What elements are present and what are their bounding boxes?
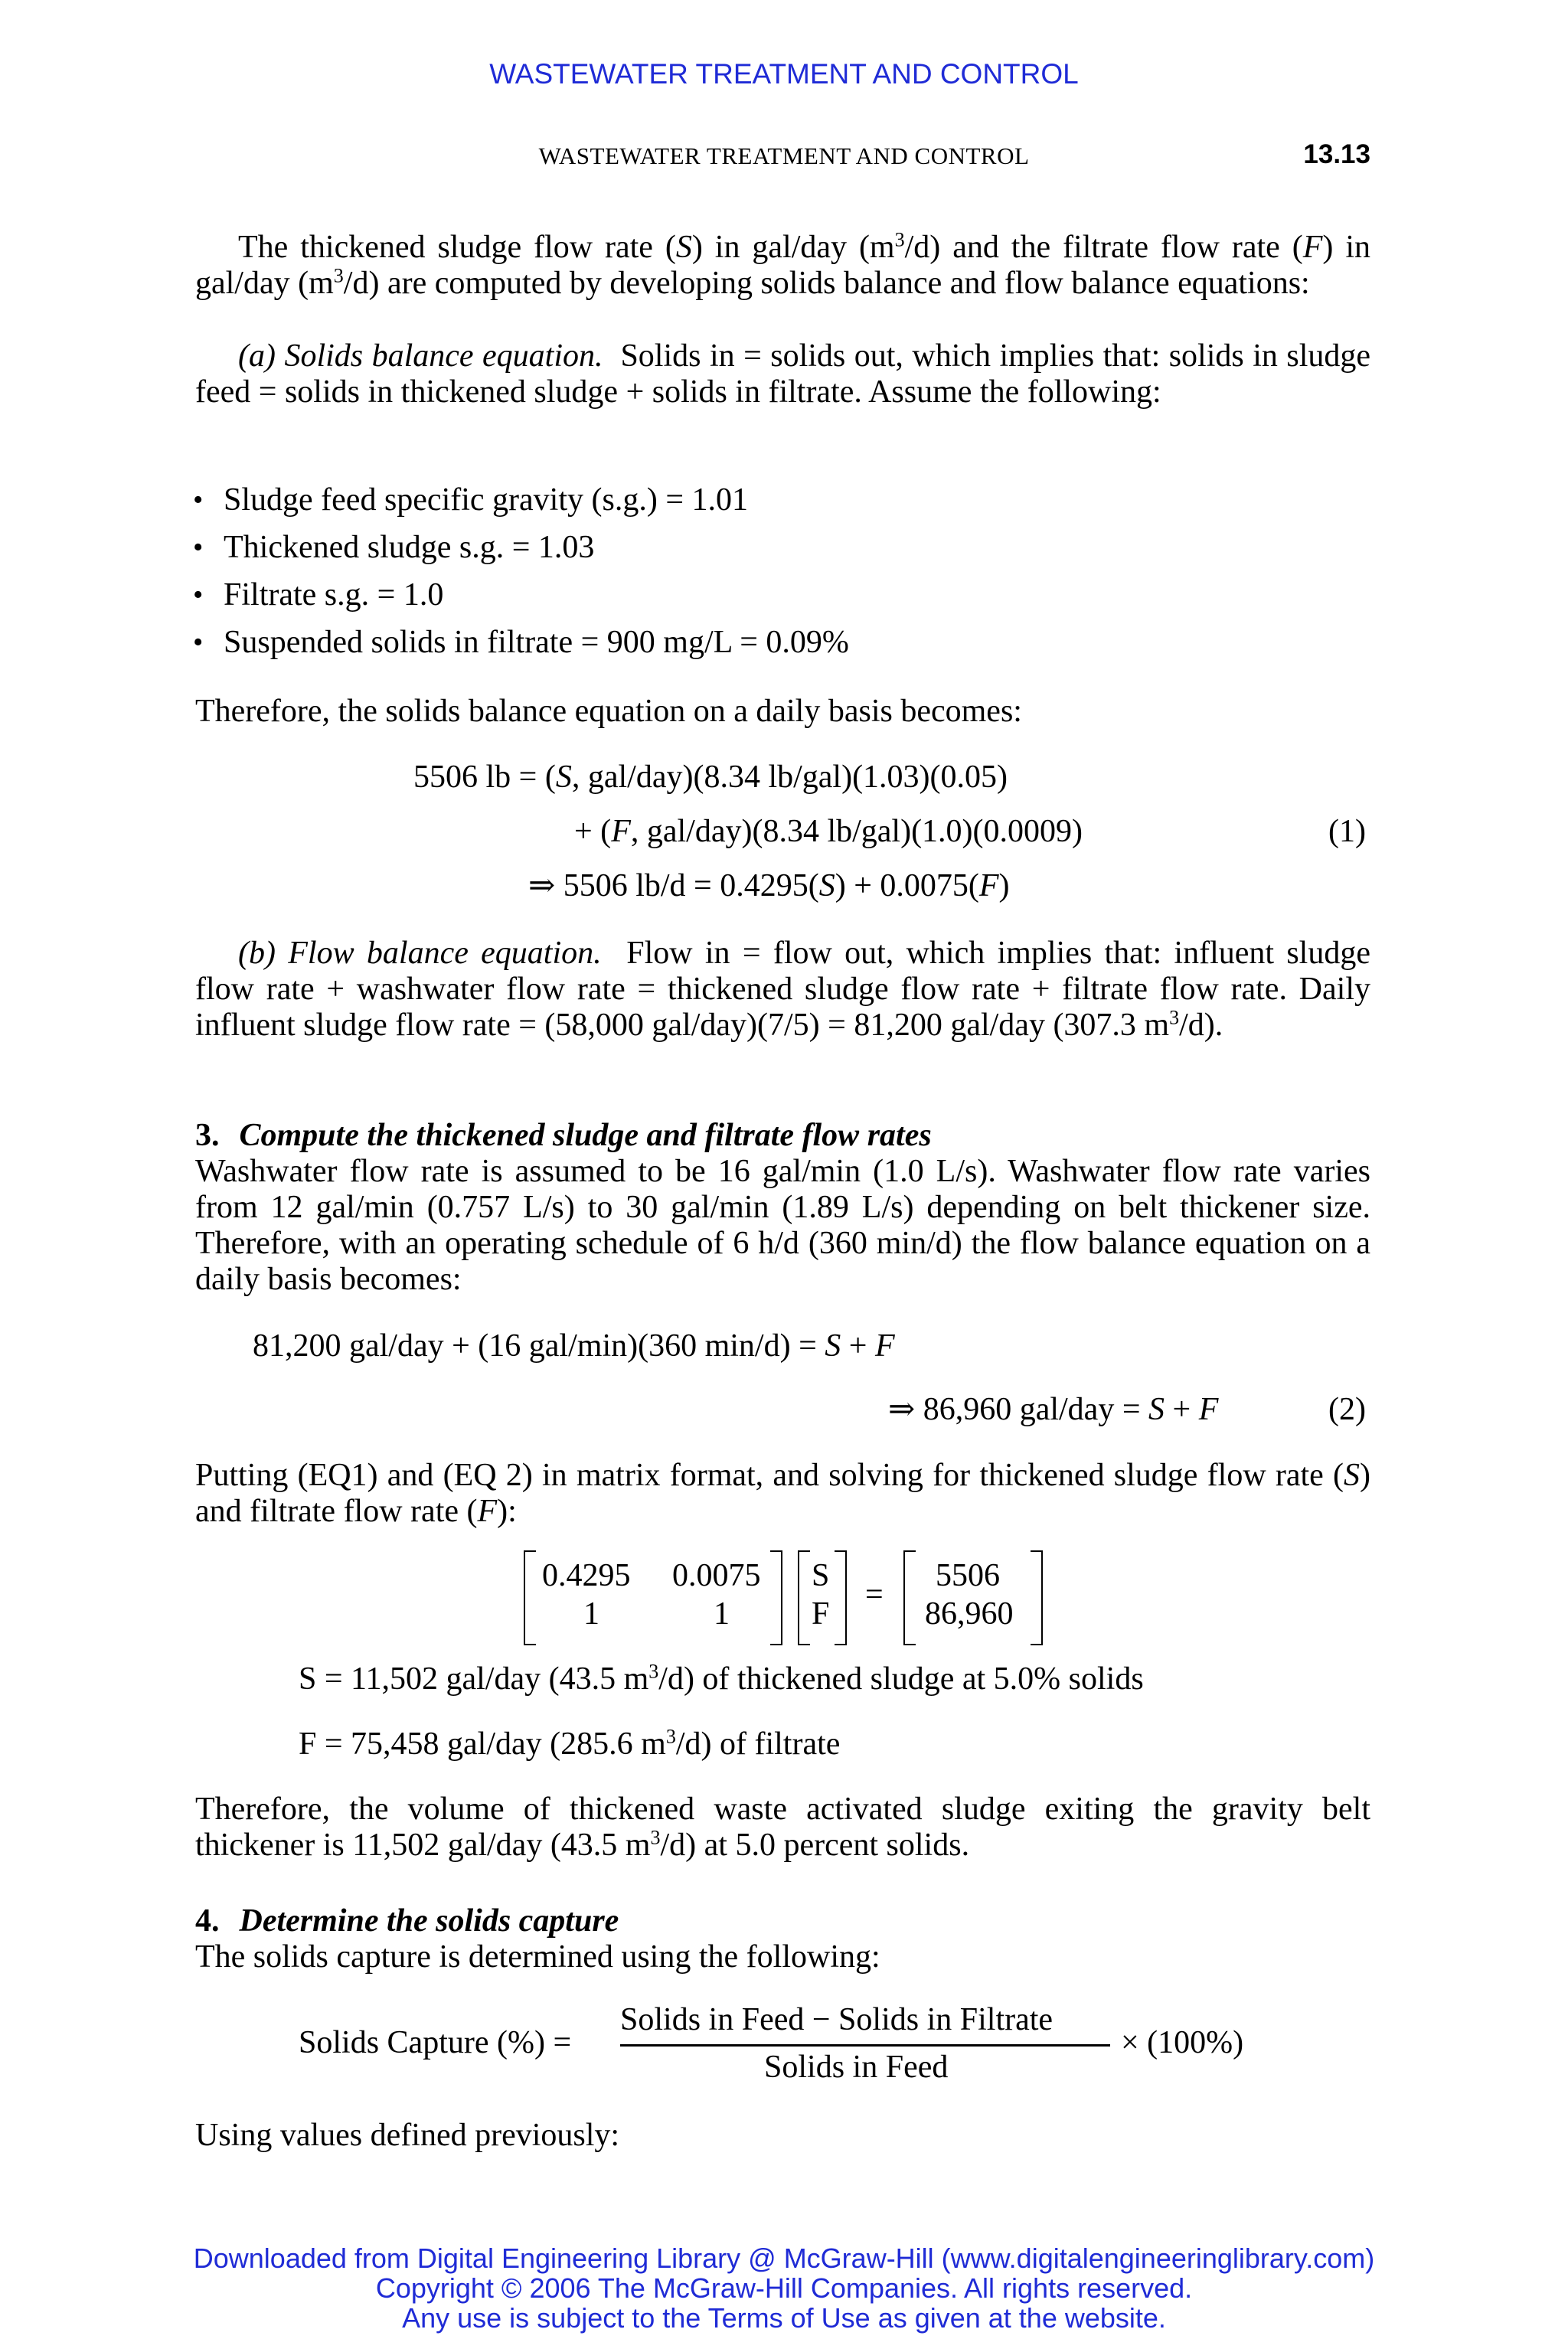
solids-balance-paragraph: (a) Solids balance equation. Solids in = solids out, which implies that: solids in sludge feed = solids in thickened sludge + solids in filtrate. Assume the following: (195, 338, 1371, 410)
equation-1-line-2: + (F, gal/day)(8.34 lb/gal)(1.0)(0.0009) (574, 814, 1083, 849)
matrix-a-left-bracket (524, 1550, 536, 1645)
matrix-cell: F (812, 1596, 830, 1632)
list-item: • Sludge feed specific gravity (s.g.) = 1.01 (193, 482, 749, 518)
list-item: • Thickened sludge s.g. = 1.03 (193, 530, 595, 565)
equation-2-line-1: 81,200 gal/day + (16 gal/min)(360 min/d) = S + F (253, 1328, 895, 1364)
matrix-equals: = (865, 1577, 884, 1612)
solids-balance-label: (a) Solids balance equation. (238, 338, 603, 374)
matrix-cell: 1 (583, 1596, 599, 1632)
flow-balance-paragraph: (b) Flow balance equation. Flow in = flow out, which implies that: influent sludge flow rate + washwater flow rate = thickened sludge flow rate + filtrate flow rate. Daily influent sludge flow rate = (58,000 gal/day)(7/5) = 81,200 gal/day (307.3 $m^3/d$). (195, 936, 1370, 1043)
section-4-heading: 4. Determine the solids capture (195, 1903, 619, 1939)
matrix-cell: 5506 (936, 1558, 1000, 1593)
formula-rhs: × (100%) (1121, 2025, 1244, 2060)
matrix-cell: 1 (714, 1596, 730, 1632)
conclusion-paragraph: Therefore, the volume of thickened waste activated sludge exiting the gravity belt thickener is 11,502 gal/day (43.5 $m^3/d$) at 5.0 percent solids. (195, 1792, 1370, 1863)
equation-1-label: (1) (1328, 814, 1366, 849)
matrix-x-left-bracket (798, 1550, 810, 1645)
footer-terms-line[interactable]: Any use is subject to the Terms of Use as given at the website. (402, 2302, 1166, 2334)
formula-denominator: Solids in Feed (764, 2050, 949, 2085)
result-filtrate: F = 75,458 gal/day (285.6 $m^3/d$) of filtrate (299, 1725, 841, 1762)
formula-numerator: Solids in Feed − Solids in Filtrate (620, 2002, 1054, 2037)
matrix-cell: 0.0075 (672, 1558, 761, 1593)
matrix-b-right-bracket (1031, 1550, 1043, 1645)
copyright-footer[interactable] (0, 2243, 1568, 2333)
running-head-title: WASTEWATER TREATMENT AND CONTROL (538, 142, 1030, 169)
matrix-cell: S (812, 1558, 830, 1593)
matrix-intro-paragraph: Putting (EQ1) and (EQ 2) in matrix format, and solving for thickened sludge flow rate (S) and filtrate flow rate (F): (195, 1458, 1370, 1529)
section-3-heading: 3. Compute the thickened sludge and filtrate flow rates (195, 1118, 932, 1153)
values-intro: Using values defined previously: (195, 2118, 620, 2153)
equation-1-line-3: ⇒ 5506 lb/d = 0.4295(S) + 0.0075(F) (528, 868, 1010, 903)
top-banner-link[interactable]: WASTEWATER TREATMENT AND CONTROL (489, 58, 1079, 90)
solids-balance-intro: Therefore, the solids balance equation on a daily basis becomes: (195, 694, 1022, 729)
matrix-a-right-bracket (770, 1550, 782, 1645)
result-thickened-sludge: S = 11,502 gal/day (43.5 $m^3/d$) of thickened sludge at 5.0% solids (299, 1660, 1144, 1697)
formula-lhs: Solids Capture (%) = (299, 2025, 572, 2060)
matrix-b-left-bracket (903, 1550, 916, 1645)
fraction-bar (620, 2044, 1110, 2047)
equation-2-label: (2) (1328, 1392, 1366, 1427)
section-3-paragraph: Washwater flow rate is assumed to be 16 gal/min (1.0 L/s). Washwater flow rate varies from 12 gal/min (0.757 L/s) to 30 gal/min (1.89 L/s) depending on belt thickener size. Therefore, with an operating schedule of 6 h/d (360 min/d) the flow balance equation on a daily basis becomes: (195, 1154, 1370, 1297)
assumptions-list (193, 476, 849, 666)
matrix-cell: 86,960 (925, 1596, 1014, 1632)
section-4-paragraph: The solids capture is determined using the following: (195, 1939, 880, 1975)
intro-paragraph: The thickened sludge flow rate (S) in gal/day $(m^3/d)$ and the filtrate flow rate (F) in gal/day $(m^3/d)$ are computed by developing solids balance and flow balance equations: (195, 228, 1370, 301)
list-item: • Filtrate s.g. = 1.0 (193, 577, 444, 612)
footer-copyright-line: Copyright © 2006 The McGraw-Hill Companies. All rights reserved. (375, 2272, 1193, 2304)
footer-download-line[interactable]: Downloaded from Digital Engineering Library @ McGraw-Hill (www.digitalengineeringlibrary.com) (193, 2243, 1375, 2274)
page-number: 13.13 (1303, 139, 1370, 169)
flow-balance-label: (b) Flow balance equation. (238, 936, 602, 971)
equation-1-line-1: 5506 lb = (S, gal/day)(8.34 lb/gal)(1.03)(0.05) (413, 760, 1008, 795)
matrix-cell: 0.4295 (542, 1558, 631, 1593)
list-item: • Suspended solids in filtrate = 900 mg/L = 0.09% (193, 625, 849, 660)
equation-2-line-2: ⇒ 86,960 gal/day = S + F (888, 1392, 1219, 1427)
matrix-x-right-bracket (835, 1550, 847, 1645)
